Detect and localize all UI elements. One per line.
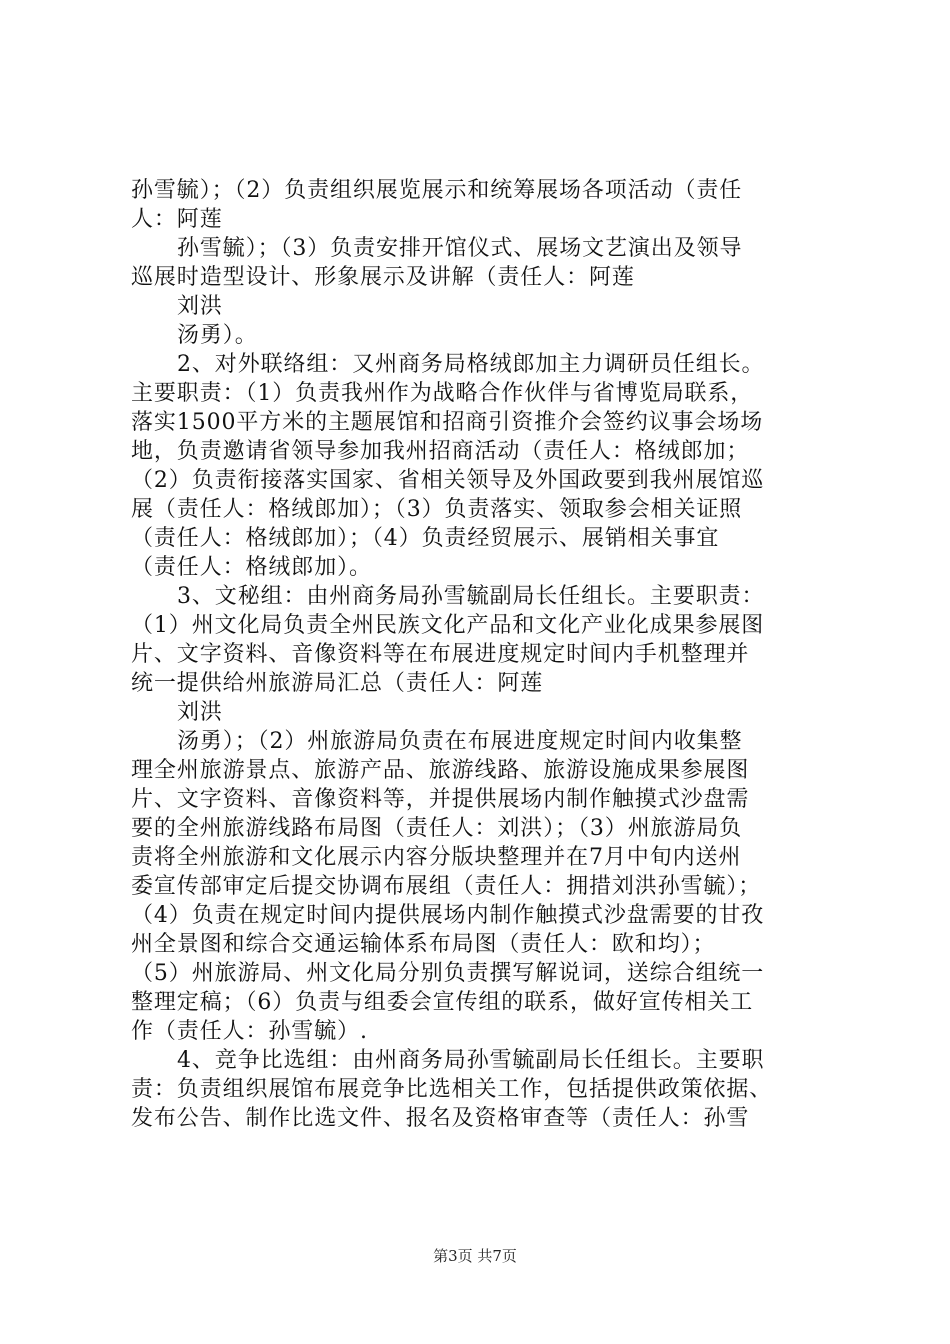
text-line-25: 委宣传部审定后提交协调布展组（责任人：拥措刘洪孙雪毓）； <box>131 874 762 899</box>
text-line-20: 汤勇）；（2）州旅游局负责在布展进度规定时间内收集整 <box>177 729 743 754</box>
text-line-10: 地，负责邀请省领导参加我州招商活动（责任人：格绒郎加； <box>131 439 750 464</box>
text-line-1: 孙雪毓）；（2）负责组织展览展示和统筹展场各项活动（责任 <box>131 178 743 203</box>
text-line-29: 整理定稿；（6）负责与组委会宣传组的联系，做好宣传相关工 <box>131 990 754 1015</box>
document-body <box>131 176 831 1133</box>
text-line-16: （1）州文化局负责全州民族文化产品和文化产业化成果参展图 <box>131 613 765 638</box>
text-line-26: （4）负责在规定时间内提供展场内制作触摸式沙盘需要的甘孜 <box>131 903 765 928</box>
text-line-12: 展（责任人：格绒郎加）；（3）负责落实、领取参会相关证照 <box>131 497 743 522</box>
section-3-heading-line: 3、文秘组：由州商务局孙雪毓副局长任组长。主要职责： <box>177 584 765 609</box>
text-line-11: （2）负责衔接落实国家、省相关领导及外国政要到我州展馆巡 <box>131 468 765 493</box>
section-4-heading-line: 4、竞争比选组：由州商务局孙雪毓副局长任组长。主要职 <box>177 1048 765 1073</box>
text-line-19: 刘洪 <box>177 700 223 725</box>
text-line-8: 主要职责：（1）负责我州作为战略合作伙伴与省博览局联系， <box>131 381 754 406</box>
text-line-27: 州全景图和综合交通运输体系布局图（责任人：欧和均）； <box>131 932 716 957</box>
text-line-33: 发布公告、制作比选文件、报名及资格审查等（责任人：孙雪 <box>131 1106 750 1131</box>
text-line-21: 理全州旅游景点、旅游产品、旅游线路、旅游设施成果参展图 <box>131 758 750 783</box>
page-footer <box>0 1246 950 1266</box>
text-line-22: 片、文字资料、音像资料等，并提供展场内制作触摸式沙盘需 <box>131 787 750 812</box>
text-line-18: 统一提供给州旅游局汇总（责任人：阿莲 <box>131 671 544 696</box>
text-line-24: 责将全州旅游和文化展示内容分版块整理并在7月中旬内送州 <box>131 845 742 870</box>
section-2-heading-line: 2、对外联络组：又州商务局格绒郎加主力调研员任组长。 <box>177 352 765 377</box>
text-line-2: 人：阿莲 <box>131 207 223 232</box>
text-line-13: （责任人：格绒郎加）；（4）负责经贸展示、展销相关事宜 <box>131 526 720 551</box>
text-line-17: 片、文字资料、音像资料等在布展进度规定时间内手机整理并 <box>131 642 750 667</box>
text-line-9: 落实1500平方米的主题展馆和招商引资推介会签约议事会场场 <box>131 410 764 435</box>
text-line-23: 要的全州旅游线路布局图（责任人：刘洪）；（3）州旅游局负 <box>131 816 743 841</box>
text-line-14: （责任人：格绒郎加）。 <box>131 555 372 580</box>
text-line-3: 孙雪毓）；（3）负责安排开馆仪式、展场文艺演出及领导 <box>177 236 743 261</box>
text-line-30: 作（责任人：孙雪毓）. <box>131 1019 368 1044</box>
text-line-32: 责：负责组织展馆布展竞争比选相关工作，包括提供政策依据、 <box>131 1077 773 1102</box>
text-line-4: 巡展时造型设计、形象展示及讲解（责任人：阿莲 <box>131 265 635 290</box>
page-number-label: 第3页 共7页 <box>433 1247 517 1265</box>
text-line-5: 刘洪 <box>177 294 223 319</box>
text-line-28: （5）州旅游局、州文化局分别负责撰写解说词，送综合组统一 <box>131 961 765 986</box>
text-line-6: 汤勇）。 <box>177 323 258 348</box>
